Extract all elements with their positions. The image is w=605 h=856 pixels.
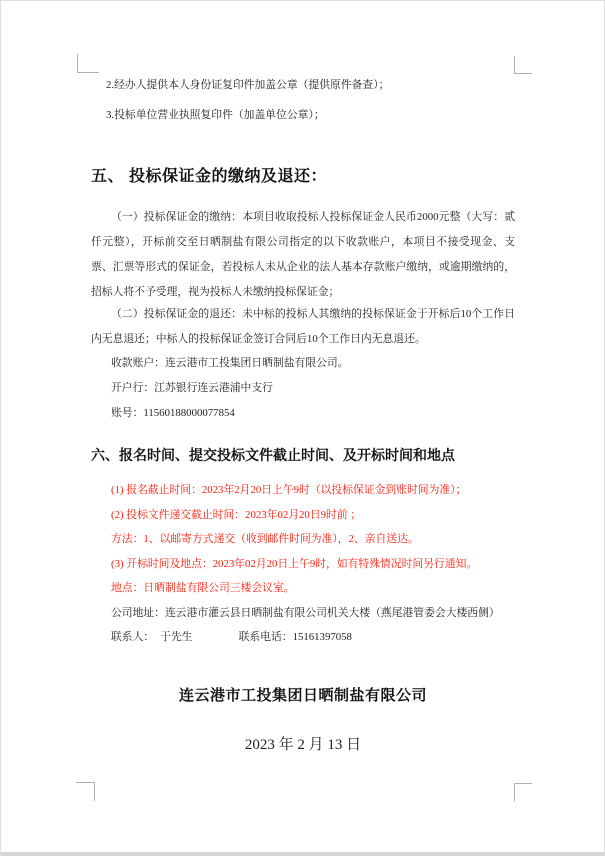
margin-mark-top-right-icon	[514, 56, 532, 74]
margin-mark-bottom-right-icon	[514, 783, 532, 801]
section-heading-6: 六、报名时间、提交投标文件截止时间、及开标时间和地点	[91, 446, 455, 463]
bank-account-block	[91, 351, 515, 426]
prelude-list	[91, 70, 515, 130]
list-item-id-copy: 2.经办人提供本人身份证复印件加盖公章（提供原件备查）；	[106, 79, 390, 91]
list-item-license-copy: 3.投标单位营业执照复印件（加盖单位公章）；	[106, 109, 325, 121]
opening-time-line: (3) 开标时间及地点：2023年02月20日上午9时，如有特殊情况时间另行通知。	[111, 557, 478, 570]
delivery-method-line: 方法：1、以邮寄方式递交（收到邮件时间为准），2、亲自送达。	[111, 533, 419, 545]
contact-person-label: 联系人：	[111, 631, 155, 643]
signature-company: 连云港市工投集团日晒制盐有限公司	[178, 687, 427, 704]
paragraph-deposit-payment: （一）投标保证金的缴纳：本项目收取投标人投标保证金人民币2000元整（大写：贰仟元整），开标前交至日晒制盐有限公司指定的以下收款账户，本项目不接受现金、支票、汇票等形式的保证金，若投标人未从企业的法人基本存款账户缴纳，或逾期缴纳的，招标人将不予受理，视为投标人未缴纳投标保证金；	[91, 211, 515, 298]
contact-line	[91, 625, 515, 650]
signup-deadline-line: (1) 报名截止时间：2023年2月20日上午9时（以投标保证金到账时间为准）；	[111, 484, 467, 496]
opening-place-line: 地点：日晒制盐有限公司三楼会议室。	[111, 582, 295, 594]
schedule-notice-block	[91, 478, 515, 650]
company-address-line: 公司地址：连云港市灌云县日晒制盐有限公司机关大楼（燕尾港管委会大楼西侧）	[111, 606, 500, 619]
contact-phone-label: 联系电话：	[238, 631, 293, 643]
section-heading-5: 五、 投标保证金的缴纳及退还：	[91, 168, 327, 186]
signature-date: 2023 年 2 月 13 日	[244, 737, 362, 753]
contact-phone: 15161397058	[292, 631, 352, 643]
account-name-line: 收款账户：连云港市工投集团日晒制盐有限公司。	[111, 357, 349, 369]
submission-deadline-line: (2) 投标文件递交截止时间：2023年02月20日9时前 ；	[111, 508, 362, 521]
account-number-line: 账号：11560188000077854	[111, 407, 235, 419]
paragraph-deposit-refund: （二）投标保证金的退还：未中标的投标人其缴纳的投标保证金于开标后10个工作日内无息退还；中标人的投标保证金签订合同后10个工作日内无息退还。	[91, 308, 515, 345]
contact-person: 于先生	[160, 631, 193, 643]
bank-branch-line: 开户行：江苏银行连云港浦中支行	[111, 382, 273, 394]
page-content	[91, 1, 515, 856]
